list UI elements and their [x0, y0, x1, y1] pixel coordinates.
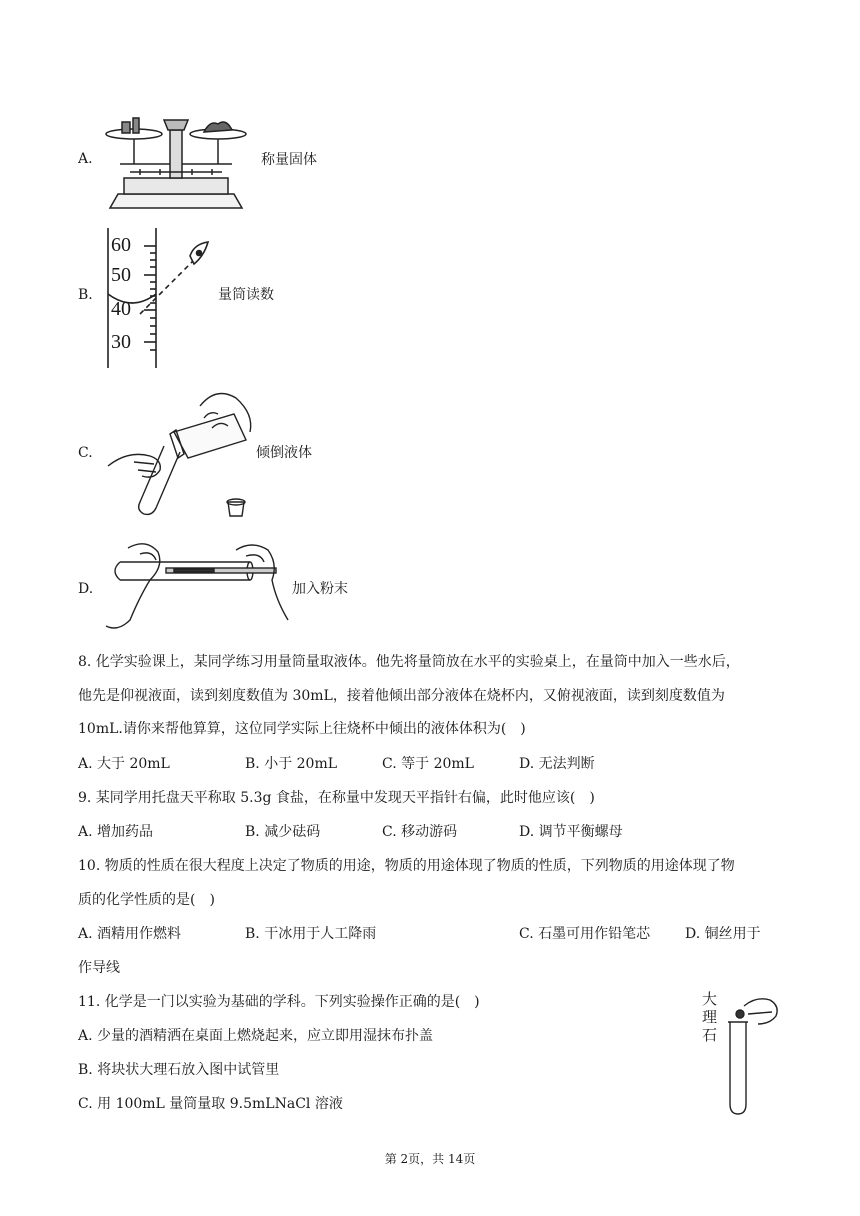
q9-option-b: B. 减少砝码 — [245, 824, 321, 840]
q8-line-1: 8. 化学实验课上，某同学练习用量筒量取液体。他先将量筒放在水平的实验桌上，在量筒中加入一些水后， — [78, 654, 740, 670]
pouring-figure — [104, 384, 264, 524]
q8-option-b: B. 小于 20mL — [245, 756, 338, 772]
q9-option-a: A. 增加药品 — [78, 824, 154, 840]
q10-option-b: B. 干冰用于人工降雨 — [245, 926, 377, 942]
option-b-caption: 量筒读数 — [218, 287, 274, 303]
marble-label-1: 大 — [702, 990, 718, 1008]
q11-option-c: C. 用 100mL 量筒量取 9.5mLNaCl 溶液 — [78, 1096, 343, 1112]
balance-figure — [100, 112, 252, 212]
q9-option-c: C. 移动游码 — [382, 824, 458, 840]
option-d-letter: D. — [78, 581, 94, 597]
powder-figure — [100, 540, 290, 636]
marble-label-3: 石 — [702, 1026, 718, 1044]
option-c-letter: C. — [78, 445, 93, 461]
option-a-letter: A. — [78, 151, 93, 167]
q8-option-a: A. 大于 20mL — [78, 756, 170, 772]
option-c-caption: 倾倒液体 — [256, 445, 312, 461]
q8-line-3: 10mL.请你来帮他算算，这位同学实际上往烧杯中倾出的液体体积为( ) — [78, 721, 526, 737]
q11-line: 11. 化学是一门以实验为基础的学科。下列实验操作正确的是( ) — [78, 994, 480, 1010]
option-d-caption: 加入粉末 — [292, 581, 348, 597]
q9-line: 9. 某同学用托盘天平称取 5.3g 食盐，在称量中发现天平指针右偏，此时他应该( ) — [78, 790, 595, 806]
option-a-caption: 称量固体 — [261, 152, 317, 168]
cylinder-label-40: 40 — [111, 298, 131, 320]
q10-option-d: D. 铜丝用于 — [685, 926, 761, 942]
option-b-letter: B. — [78, 287, 93, 303]
q10-option-a: A. 酒精用作燃料 — [78, 926, 182, 942]
q8-option-d: D. 无法判断 — [519, 756, 595, 772]
q8-line-2: 他先是仰视液面，读到刻度数值为 30mL，接着他倾出部分液体在烧杯内，又俯视液面，读到刻度数值为 — [78, 688, 725, 704]
page-footer: 第 2页，共 14页 — [384, 1152, 476, 1166]
q10-line-2: 质的化学性质的是( ) — [78, 892, 215, 908]
cylinder-label-30: 30 — [111, 331, 131, 353]
q11-option-a: A. 少量的酒精洒在桌面上燃烧起来，应立即用湿抹布扑盖 — [78, 1028, 434, 1044]
q10-option-c: C. 石墨可用作铅笔芯 — [519, 926, 651, 942]
cylinder-label-50: 50 — [111, 264, 131, 286]
q9-option-d: D. 调节平衡螺母 — [519, 824, 623, 840]
q10-option-d-continuation: 作导线 — [78, 960, 120, 976]
marble-test-tube-figure — [718, 994, 782, 1116]
marble-label-2: 理 — [702, 1008, 718, 1026]
q8-option-c: C. 等于 20mL — [382, 756, 474, 772]
q11-option-b: B. 将块状大理石放入图中试管里 — [78, 1062, 280, 1078]
cylinder-label-60: 60 — [111, 234, 131, 256]
q10-line-1: 10. 物质的性质在很大程度上决定了物质的用途，物质的用途体现了物质的性质，下列物质的用途体现了物 — [78, 858, 735, 874]
